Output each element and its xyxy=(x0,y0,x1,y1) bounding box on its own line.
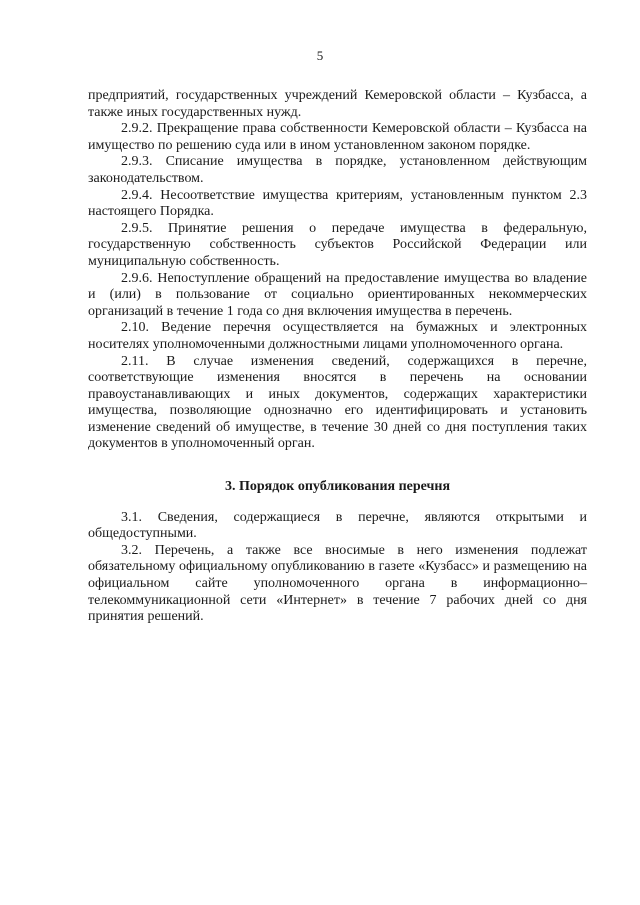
paragraph-2-9-6: 2.9.6. Непоступление обращений на предоставление имущества во владение и (или) в пользование от социально ориентированных некоммерческих организаций в течение 1 года со дня включения имущества в перечень. xyxy=(88,270,587,319)
paragraph-2-11: 2.11. В случае изменения сведений, содержащихся в перечне, соответствующие изменения вносятся в перечень на основании правоустанавливающих и иных документов, содержащих характеристики имущества, позволяющие однозначно его идентифицировать и установить изменение сведений об имуществе, в течение 30 дней со дня поступления таких документов в уполномоченный орган. xyxy=(88,353,587,452)
paragraph-2-9-5: 2.9.5. Принятие решения о передаче имущества в федеральную, государственную собственность субъектов Российской Федерации или муниципальную собственность. xyxy=(88,220,587,269)
section-3-heading: 3. Порядок опубликования перечня xyxy=(224,479,451,495)
paragraph-2-9-3: 2.9.3. Списание имущества в порядке, установленном действующим законодательством. xyxy=(88,154,587,186)
paragraph-2-9-2: 2.9.2. Прекращение права собственности Кемеровской области – Кузбасса на имущество по решению суда или в ином установленном законом порядке. xyxy=(88,121,587,153)
document-body xyxy=(88,88,587,626)
paragraph-3-2: 3.2. Перечень, а также все вносимые в него изменения подлежат обязательному официальному опубликованию в газете «Кузбасс» и размещению на официальном сайте уполномоченного органа в информационно–телекоммуникационной сети «Интернет» в течение 7 рабочих дней со дня принятия решений. xyxy=(88,542,587,625)
paragraph-2-9-4: 2.9.4. Несоответствие имущества критериям, установленным пунктом 2.3 настоящего Порядка. xyxy=(88,187,587,220)
paragraph-continuation: предприятий, государственных учреждений Кемеровской области – Кузбасса, а также иных государственных нужд. xyxy=(88,88,587,120)
page-number: 5 xyxy=(316,48,324,63)
paragraph-3-1: 3.1. Сведения, содержащиеся в перечне, являются открытыми и общедоступными. xyxy=(88,509,587,542)
paragraph-2-10: 2.10. Ведение перечня осуществляется на бумажных и электронных носителях уполномоченными должностными лицами уполномоченного органа. xyxy=(88,320,587,352)
